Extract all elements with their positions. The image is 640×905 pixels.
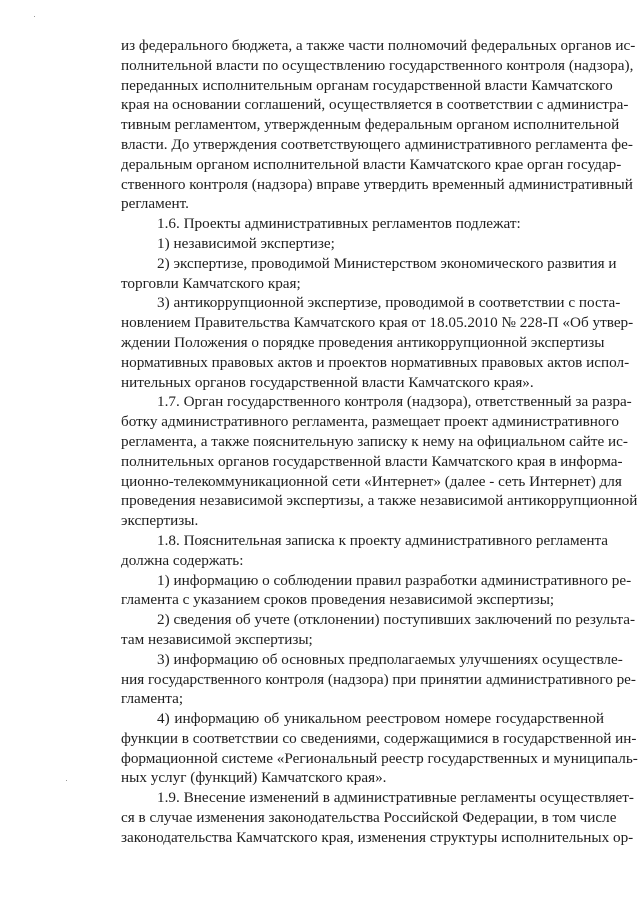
text-line: проведения независимой экспертизы, а также независимой антикоррупционной bbox=[121, 492, 638, 510]
text-line: законодательства Камчатского края, изменения структуры исполнительных ор- bbox=[121, 828, 634, 846]
text-line: переданных исполнительным органам государственной власти Камчатского bbox=[121, 76, 613, 94]
paragraph-p7 bbox=[89, 571, 632, 611]
paragraph-p0 bbox=[89, 36, 636, 214]
text-line: 1.6. Проекты административных регламентов подлежат: bbox=[157, 215, 521, 233]
text-line: 1.8. Пояснительная записка к проекту административного регламента bbox=[157, 531, 609, 549]
text-line: 2) сведения об учете (отклонении) поступивших заключений по результа- bbox=[157, 611, 636, 629]
text-line: ционно-телекоммуникационной сети «Интернет» (далее - сеть Интернет) для bbox=[121, 472, 622, 490]
paragraph-p9 bbox=[89, 650, 636, 709]
text-line: 1.7. Орган государственного контроля (надзора), ответственный за разра- bbox=[157, 393, 632, 411]
text-line: 1) информацию о соблюдении правил разработки административного ре- bbox=[157, 571, 632, 589]
text-line: новлением Правительства Камчатского края от 18.05.2010 № 228-П «Об утвер- bbox=[121, 314, 634, 332]
text-line: 1.9. Внесение изменений в административные регламенты осуществляет- bbox=[157, 789, 634, 807]
text-line: края на основании соглашений, осуществляется в соответствии с администра- bbox=[121, 96, 629, 114]
text-line: должна содержать: bbox=[121, 551, 244, 569]
text-line: 1) независимой экспертизе; bbox=[157, 234, 335, 252]
text-line: ния государственного контроля (надзора) при принятии административного ре- bbox=[121, 670, 636, 688]
text-line: функции в соответствии со сведениями, содержащимися в государственной ин- bbox=[121, 729, 637, 747]
text-line: ственного контроля (надзора) вправе утвердить временный административный bbox=[121, 175, 633, 193]
text-line: гламента с указанием сроков проведения независимой экспертизы; bbox=[121, 591, 555, 609]
paragraph-p1 bbox=[89, 214, 604, 234]
paragraph-p10 bbox=[89, 709, 638, 788]
text-line: регламент. bbox=[121, 195, 189, 213]
paragraph-p6 bbox=[89, 531, 609, 571]
text-line: деральным органом исполнительной власти Камчатского крае орган государ- bbox=[121, 155, 622, 173]
text-line: торговли Камчатского края; bbox=[121, 274, 301, 292]
text-line: гламента; bbox=[121, 690, 184, 708]
text-line: нормативных правовых актов и проектов нормативных правовых актов испол- bbox=[121, 353, 630, 371]
text-line: тивным регламентом, утвержденным федеральным органом исполнительной bbox=[121, 116, 620, 134]
scan-speck bbox=[66, 780, 67, 781]
text-line: 3) антикоррупционной экспертизе, проводимой в соответствии с поста- bbox=[157, 294, 621, 312]
text-line: власти. До утверждения соответствующего административного регламента фе- bbox=[121, 135, 633, 153]
scan-speck bbox=[34, 16, 35, 17]
text-line: экспертизы. bbox=[121, 512, 199, 530]
text-line: ботку административного регламента, размещает проект административного bbox=[121, 413, 619, 431]
paragraph-p3 bbox=[89, 254, 617, 294]
text-line: регламента, а также пояснительную записку к нему на официальном сайте ис- bbox=[121, 432, 628, 450]
text-line: ждении Положения о порядке проведения антикоррупционной экспертизы bbox=[121, 333, 605, 351]
text-line: из федерального бюджета, а также части полномочий федеральных органов ис- bbox=[121, 37, 636, 54]
text-line: там независимой экспертизы; bbox=[121, 630, 313, 648]
text-line: 2) экспертизе, проводимой Министерством экономического развития и bbox=[157, 254, 617, 272]
paragraph-p4 bbox=[89, 293, 634, 392]
text-line: ных услуг (функций) Камчатского края». bbox=[121, 769, 387, 787]
text-line: ся в случае изменения законодательства Российской Федерации, в том числе bbox=[121, 809, 617, 827]
document-body bbox=[89, 36, 638, 848]
text-line: 3) информацию об основных предполагаемых улучшениях осуществле- bbox=[157, 650, 623, 668]
text-line: 4) информацию об уникальном реестровом номере государственной bbox=[157, 710, 604, 728]
paragraph-p2 bbox=[89, 234, 604, 254]
text-line: нительных органов государственной власти Камчатского края». bbox=[121, 373, 534, 391]
text-line: полнительных органов государственной власти Камчатского края в информа- bbox=[121, 452, 623, 470]
paragraph-p11 bbox=[89, 788, 634, 847]
text-line: полнительной власти по осуществлению государственного контроля (надзора), bbox=[121, 56, 634, 74]
paragraph-p8 bbox=[89, 610, 636, 650]
text-line: формационной системе «Региональный реестр государственных и муниципаль- bbox=[121, 749, 638, 767]
paragraph-p5 bbox=[89, 392, 638, 531]
